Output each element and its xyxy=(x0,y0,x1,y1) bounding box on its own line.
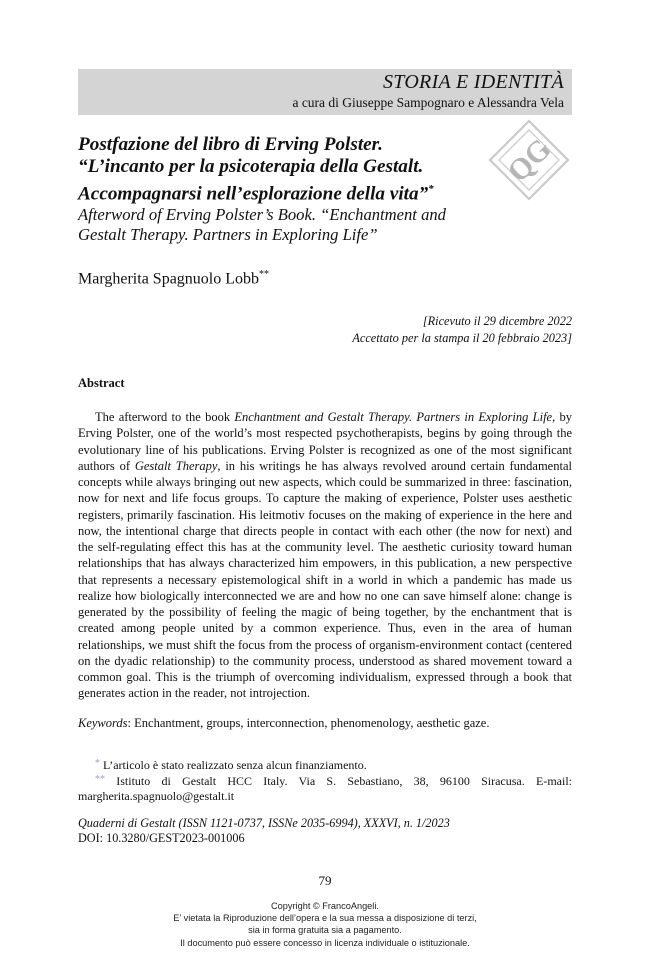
copyright-line-2: E’ vietata la Riproduzione dell’opera e la sua messa a disposizione di terzi, xyxy=(173,913,477,924)
journal-citation: Quaderni di Gestalt (ISSN 1121-0737, ISSNe 2035-6994), XXXVI, n. 1/2023 xyxy=(78,816,450,830)
title-english xyxy=(78,205,548,245)
keywords-line xyxy=(78,716,489,731)
page-number: 79 xyxy=(318,873,332,888)
keywords-label: Keywords xyxy=(78,716,128,730)
abstract-body xyxy=(78,409,572,702)
title-footnote-mark: * xyxy=(428,183,434,195)
title-italian-line-3: Accompagnarsi nell’esplorazione della vita” xyxy=(78,183,429,205)
section-editors: a cura di Giuseppe Sampognaro e Alessandra Vela xyxy=(292,95,564,110)
keywords-value: : Enchantment, groups, interconnection, phenomenology, aesthetic gaze. xyxy=(127,716,490,730)
abstract-text-1: The afterword to the book xyxy=(95,410,235,424)
abstract-text-3: , in his writings he has always revolved around certain fundamental concepts while always bringing out new aspects, which could be summarized in three: fascination, now for next and life focus groups. To capture the making of experience, Polster uses aesthetic registers, primarily fascination. His leitmotiv focuses on the making of experience in the here and now, the intentional charge that directs people in contact with each other (the now for next) and the self-regulating effect this has at the community level. The aesthetic curiosity toward human relationships that has always characterized him empowers, in this publication, a new perspective that represents a necessary epistemological shift in a world in which a pandemic has made us realize how biologically interconnected we are and how no one can save himself alone: change is generated by the possibility of feeling the magic of being together, by the enchantment that is created among people united by a common experience. Thus, even in the area of human relationships, we must shift the focus from the process of organism-environment contact (centered on the dyadic relationship) to the community process, understood as shared movement toward a common goal. This is the triumph of overcoming individualism, expressed through a book that generates action in the reader, not introjection. xyxy=(78,458,572,701)
footnote-1-text: L’articolo è stato realizzato senza alcun finanziamento. xyxy=(100,758,367,772)
footnote-funding xyxy=(95,758,367,773)
copyright-notice xyxy=(0,900,650,949)
footnote-2-mark: ** xyxy=(95,774,105,785)
doi: DOI: 10.3280/GEST2023-001006 xyxy=(78,831,245,845)
title-italian xyxy=(78,134,548,205)
accepted-date: Accettato per la stampa il 20 febbraio 2023] xyxy=(352,331,572,345)
title-english-line-2: Gestalt Therapy. Partners in Exploring Life” xyxy=(78,225,378,245)
title-italian-line-1: Postfazione del libro di Erving Polster. xyxy=(78,134,383,155)
title-english-line-1: Afterword of Erving Polster’s Book. “Enchantment and xyxy=(78,205,446,225)
abstract-book-title: Enchantment and Gestalt Therapy. Partners in Exploring Life xyxy=(234,410,553,424)
footnote-affiliation xyxy=(78,772,572,804)
abstract-text-2: , by Erving Polster, one of the world’s most respected psychotherapists, begins by going through the evolutionary line of his publications. Erving Polster is recognized as one of the most significant authors of xyxy=(78,410,573,473)
author-name: Margherita Spagnuolo Lobb xyxy=(78,270,260,288)
author-footnote-mark: ** xyxy=(259,269,270,280)
copyright-line-4: Il documento può essere concesso in licenza individuale o istituzionale. xyxy=(180,937,470,948)
footnote-1-mark: * xyxy=(95,758,100,769)
title-italian-line-2: “L’incanto per la psicoterapia della Gestalt. xyxy=(78,156,424,177)
received-dates xyxy=(352,313,572,347)
logo-letters: QG xyxy=(501,132,558,189)
copyright-line-3: sia in forma gratuita sia a pagamento. xyxy=(248,925,402,936)
article-title-block xyxy=(78,134,548,245)
abstract-heading: Abstract xyxy=(78,376,125,390)
author-line xyxy=(78,269,269,288)
section-title: STORIA E IDENTITÀ xyxy=(382,71,564,93)
copyright-line-1: Copyright © FrancoAngeli. xyxy=(271,901,379,911)
footnote-2-text: Istituto di Gestalt HCC Italy. Via S. Sebastiano, 38, 96100 Siracusa. E-mail: margherita.spagnuolo@gestalt.it xyxy=(78,774,572,803)
abstract-book-title-gestalt: Gestalt Therapy xyxy=(134,458,218,473)
section-header-band xyxy=(78,69,572,115)
journal-citation-block xyxy=(78,816,450,846)
received-date: [Ricevuto il 29 dicembre 2022 xyxy=(422,314,572,328)
